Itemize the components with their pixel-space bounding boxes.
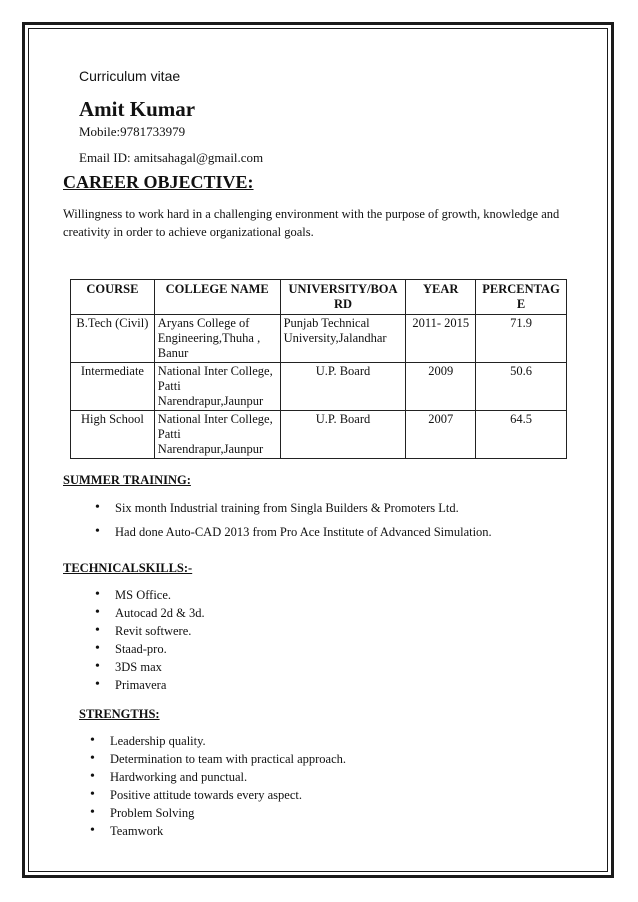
column-header-college: COLLEGE NAME: [154, 280, 280, 315]
cell-university: Punjab Technical University,Jalandhar: [280, 315, 406, 363]
column-header-university: UNIVERSITY/BOA RD: [280, 280, 406, 315]
table-row: [71, 411, 567, 459]
career-objective-heading: CAREER OBJECTIVE:: [63, 172, 254, 192]
education-table-header-row: [71, 280, 567, 315]
email-address: Email ID: amitsahagal@gmail.com: [79, 150, 264, 165]
education-table: [70, 279, 567, 459]
cell-course: High School: [71, 411, 155, 459]
table-row: [71, 315, 567, 363]
cell-year: 2007: [406, 411, 476, 459]
cell-university: U.P. Board: [280, 363, 406, 411]
cell-percentage: 71.9: [476, 315, 567, 363]
list-item: • Teamwork: [84, 823, 346, 841]
list-item: • Had done Auto-CAD 2013 from Pro Ace Institute of Advanced Simulation.: [89, 524, 492, 548]
list-item: • Six month Industrial training from Singla Builders & Promoters Ltd.: [89, 500, 492, 524]
mobile-number: Mobile:9781733979: [79, 124, 186, 139]
cell-college: National Inter College, Patti Narendrapur,Jaunpur: [154, 363, 280, 411]
cell-university: U.P. Board: [280, 411, 406, 459]
technical-skills-list: [89, 587, 205, 695]
candidate-name: Amit Kumar: [79, 97, 196, 121]
strengths-heading: STRENGTHS:: [79, 707, 160, 721]
cell-percentage: 50.6: [476, 363, 567, 411]
list-item: • Revit softwere.: [89, 623, 205, 641]
list-item: • MS Office.: [89, 587, 205, 605]
list-item: • Primavera: [89, 677, 205, 695]
list-item: • Leadership quality.: [84, 733, 346, 751]
technical-skills-heading: TECHNICALSKILLS:-: [63, 561, 193, 575]
list-item: • 3DS max: [89, 659, 205, 677]
list-item: • Autocad 2d & 3d.: [89, 605, 205, 623]
list-item: • Hardworking and punctual.: [84, 769, 346, 787]
cell-percentage: 64.5: [476, 411, 567, 459]
cell-college: National Inter College, Patti Narendrapur,Jaunpur: [154, 411, 280, 459]
column-header-course: COURSE: [71, 280, 155, 315]
cell-year: 2011- 2015: [406, 315, 476, 363]
list-item: • Positive attitude towards every aspect.: [84, 787, 346, 805]
column-header-percentage: PERCENTAG E: [476, 280, 567, 315]
cell-course: B.Tech (Civil): [71, 315, 155, 363]
cell-course: Intermediate: [71, 363, 155, 411]
table-row: [71, 363, 567, 411]
cell-college: Aryans College of Engineering,Thuha , Banur: [154, 315, 280, 363]
list-item: • Problem Solving: [84, 805, 346, 823]
career-objective-text: Willingness to work hard in a challenging environment with the purpose of growth, knowledge and creativity in order to achieve organizational goals.: [63, 207, 560, 239]
list-item: • Determination to team with practical approach.: [84, 751, 346, 769]
summer-training-list: [89, 500, 492, 548]
strengths-list: [84, 733, 346, 841]
list-item: • Staad-pro.: [89, 641, 205, 659]
column-header-year: YEAR: [406, 280, 476, 315]
summer-training-heading: SUMMER TRAINING:: [63, 473, 191, 487]
cv-label: Curriculum vitae: [79, 68, 181, 84]
cell-year: 2009: [406, 363, 476, 411]
